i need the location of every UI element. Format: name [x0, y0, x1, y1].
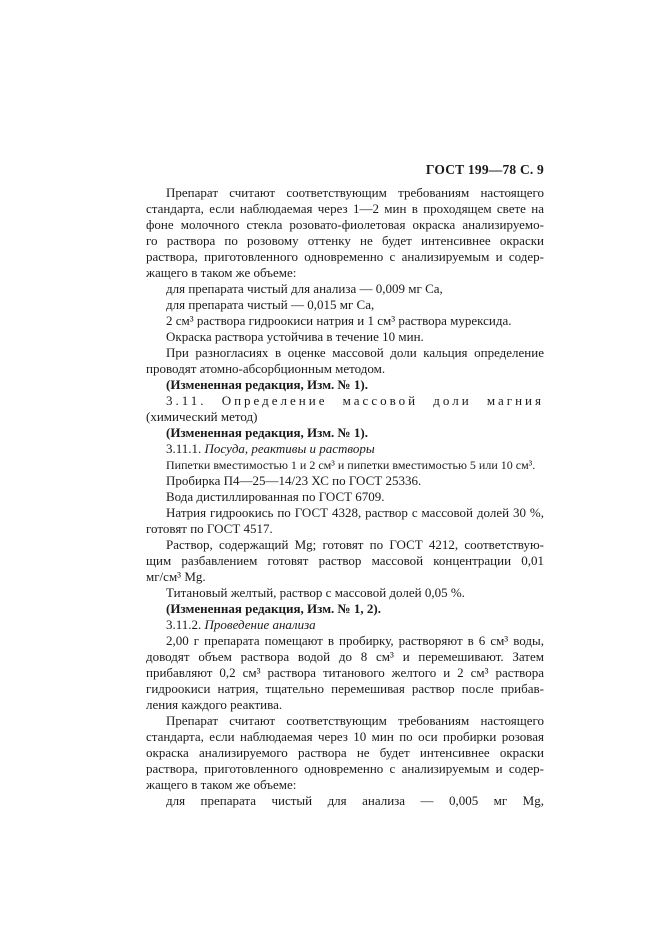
- text-line: раствора, приготовленного одновременно с анализируемым и содер-: [146, 761, 544, 776]
- text-line: Препарат считают соответствующим требованиям настоящего: [166, 185, 544, 200]
- text-line: При разногласиях в оценке массовой доли кальция определение: [166, 345, 544, 360]
- text-line: раствора, приготовленного одновременно с анализируемым и содер-: [146, 249, 544, 264]
- text-line: (Измененная редакция, Изм. № 1).: [166, 377, 368, 392]
- text-line: готовят по ГОСТ 4517.: [146, 521, 273, 536]
- text-line: Препарат считают соответствующим требованиям настоящего: [166, 713, 544, 728]
- text-line: для препарата чистый для анализа — 0,005 мг Mg,: [166, 793, 544, 808]
- text-line: (химический метод): [146, 409, 258, 424]
- text-line: проводят атомно-абсорбционным методом.: [146, 361, 386, 376]
- text-line: го раствора по розовому оттенку не будет интенсивнее окраски: [146, 233, 544, 248]
- text-line: жащего в таком же объеме:: [146, 777, 297, 792]
- text-line: (Измененная редакция, Изм. № 1, 2).: [166, 601, 381, 616]
- text-line: доводят объем раствора водой до 8 см³ и перемешивают. Затем: [146, 649, 544, 664]
- body-text: [146, 185, 544, 809]
- text-line: для препарата чистый для анализа — 0,009 мг Са,: [166, 281, 443, 296]
- text-line: Вода дистиллированная по ГОСТ 6709.: [166, 489, 385, 504]
- text-line: 3.11. Определение массовой доли магния: [166, 393, 544, 408]
- text-line: Титановый желтый, раствор с массовой долей 0,05 %.: [166, 585, 465, 600]
- text-line: гидроокиси натрия, тщательно перемешивая раствор после прибав-: [146, 681, 544, 696]
- text-line: Окраска раствора устойчива в течение 10 мин.: [166, 329, 424, 344]
- text-line: 2 см³ раствора гидроокиси натрия и 1 см³ раствора мурексида.: [166, 313, 512, 328]
- text-line: прибавляют 0,2 см³ раствора титанового желтого и 2 см³ раствора: [146, 665, 544, 680]
- text-line: (Измененная редакция, Изм. № 1).: [166, 425, 368, 440]
- text-line: мг/см³ Mg.: [146, 569, 206, 584]
- text-line: щим разбавлением готовят раствор массовой концентрации 0,01: [146, 553, 544, 568]
- text-line: Пипетки вместимостью 1 и 2 см³ и пипетки вместимостью 5 или 10 см³.: [166, 458, 536, 472]
- text-line: ления каждого реактива.: [146, 697, 283, 712]
- text-line: стандарта, если наблюдаемая через 1—2 мин в проходящем свете на: [146, 201, 544, 216]
- text-line: 3.11.1. Посуда, реактивы и растворы: [166, 441, 375, 456]
- text-line: жащего в таком же объеме:: [146, 265, 297, 280]
- text-line: 3.11.2. Проведение анализа: [166, 617, 316, 632]
- text-line: Раствор, содержащий Mg; готовят по ГОСТ 4212, соответствую-: [166, 537, 544, 552]
- page-header: ГОСТ 199—78 С. 9: [425, 162, 544, 177]
- text-line: окраска анализируемого раствора не будет интенсивнее окраски: [146, 745, 544, 760]
- text-line: для препарата чистый — 0,015 мг Са,: [166, 297, 375, 312]
- text-line: 2,00 г препарата помещают в пробирку, растворяют в 6 см³ воды,: [166, 633, 544, 648]
- text-line: Пробирка П4—25—14/23 ХС по ГОСТ 25336.: [166, 473, 422, 488]
- text-line: фоне молочного стекла розовато-фиолетовая окраска анализируемо-: [146, 217, 544, 232]
- text-line: стандарта, если наблюдаемая через 10 мин по оси пробирки розовая: [146, 729, 544, 744]
- text-line: Натрия гидроокись по ГОСТ 4328, раствор с массовой долей 30 %,: [166, 505, 544, 520]
